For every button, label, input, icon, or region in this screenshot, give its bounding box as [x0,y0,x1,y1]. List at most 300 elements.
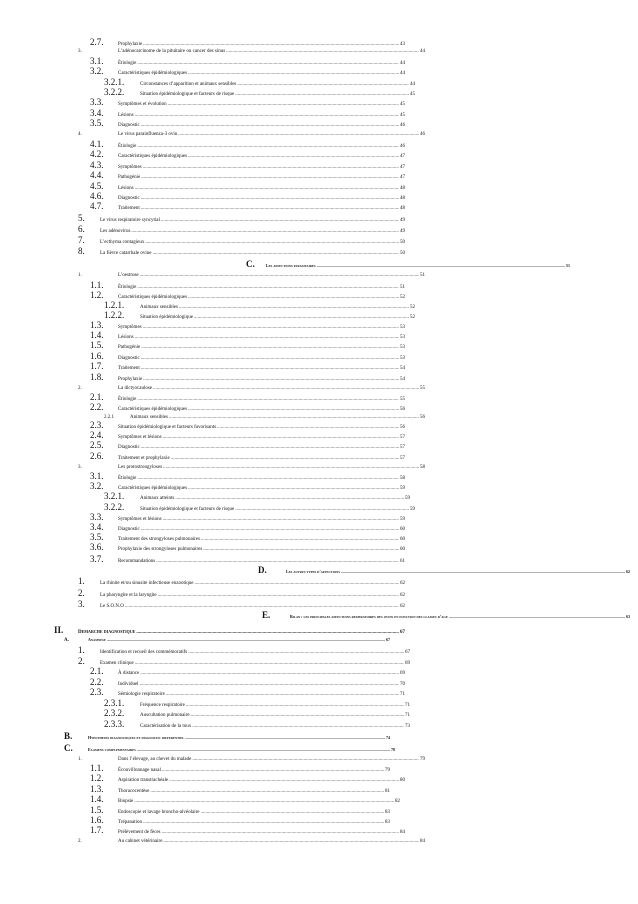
toc-entry[interactable] [78,246,405,256]
toc-entry-number: 1. [78,757,82,762]
dot-leader [175,496,404,501]
toc-entry-page: 71 [405,713,410,718]
toc-entry-page: 81 [385,789,390,794]
toc-entry-number: 4.3. [90,160,104,170]
toc-entry[interactable] [90,554,405,564]
toc-entry-number: 1.5. [90,340,104,350]
toc-entry-title: Situation épidémiologique et facteurs de risque [140,92,235,97]
toc-entry[interactable] [90,320,405,330]
toc-entry-title: Fréquence respiratoire [140,703,185,708]
toc-entry-title: Traitement [118,206,140,211]
toc-entry[interactable] [90,532,405,542]
toc-entry-title: Écouvillonnage nasal [118,768,161,773]
toc-entry[interactable] [90,481,405,491]
toc-entry-title: Trépanation [118,820,142,825]
toc-entry-number: 3.2. [90,481,104,491]
dot-leader [145,240,399,245]
toc-entry[interactable] [90,815,390,825]
toc-entry[interactable] [90,351,405,361]
toc-entry[interactable] [78,386,425,391]
toc-entry-title: La pharyngite et la laryngite [100,593,157,598]
toc-entry-title: Situation épidémiologique [140,315,193,320]
dot-leader [141,123,399,128]
toc-entry[interactable] [78,576,405,586]
toc-entry[interactable] [90,181,405,191]
toc-entry[interactable] [104,502,415,512]
toc-entry-title: Étiologie [118,285,137,290]
toc-entry-number: 1.2. [90,290,104,300]
toc-entry-page: 58 [420,465,425,470]
toc-entry-number: 3.3. [90,97,104,107]
toc-entry-page: 60 [400,547,405,552]
toc-entry-page: 47 [400,165,405,170]
toc-entry-page: 44 [420,49,425,54]
toc-entry-title: Symptômes et lésions [118,517,162,522]
toc-entry-page: 47 [400,154,405,159]
toc-entry-page: 43 [400,42,405,47]
dot-leader [153,386,419,391]
toc-entry-number: 3. [78,599,85,609]
toc-entry[interactable] [90,160,405,170]
dot-leader [136,630,399,635]
toc-entry-page: 46 [400,144,405,149]
toc-entry[interactable] [90,522,405,532]
toc-entry-number: 1.8. [90,372,104,382]
toc-entry-page: 84 [420,839,425,844]
toc-entry-title: Étiologie [118,397,137,402]
dot-leader [188,154,399,159]
toc-entry-page: 52 [400,295,405,300]
toc-entry-page: 58 [400,476,405,481]
toc-entry[interactable] [90,773,405,783]
toc-entry-title: Les autres types d’affections [286,569,341,574]
toc-entry-number: 3.4. [90,108,104,118]
dot-leader [192,757,419,762]
toc-entry-number: 5. [78,213,85,223]
toc-entry-number: 1.2.2. [104,310,125,320]
toc-entry-title: Animaux sensibles [130,415,168,420]
toc-entry-number: 2.7. [90,37,104,47]
toc-entry-page: 51 [566,263,570,268]
dot-leader [449,614,625,619]
toc-entry[interactable] [90,512,405,522]
toc-entry-page: 60 [400,527,405,532]
toc-entry-page: 59 [410,507,415,512]
toc-entry[interactable] [104,77,415,87]
toc-entry-title: Prophylaxie [118,377,143,382]
toc-entry[interactable] [78,273,425,278]
toc-entry[interactable] [90,372,405,382]
toc-entry[interactable] [90,56,405,66]
toc-entry-number: 1.4. [90,794,104,804]
toc-entry-page: 74 [386,735,390,740]
toc-entry[interactable] [90,97,405,107]
toc-entry[interactable] [64,743,395,753]
toc-entry[interactable] [64,731,390,741]
toc-entry-number: 1.4. [90,330,104,340]
toc-entry[interactable] [90,290,405,300]
toc-entry-number: C. [246,259,255,269]
toc-entry-title: Symptômes et évolution [118,102,167,107]
toc-entry[interactable] [90,108,405,118]
toc-entry-title: À distance [118,671,140,676]
toc-entry-page: 67 [405,650,410,655]
toc-entry-title: Caractéristiques épidémiologiques [118,407,188,412]
toc-entry-page: 44 [400,71,405,76]
toc-entry-title: Symptômes et lésions [118,435,162,440]
toc-entry-number: 1. [78,273,82,278]
toc-entry-page: 48 [400,206,405,211]
toc-entry[interactable] [104,491,410,501]
toc-entry-title: Étiologie [118,61,137,66]
toc-entry[interactable] [90,280,405,290]
toc-entry-page: 62 [400,581,405,586]
toc-entry-page: 79 [385,768,390,773]
toc-entry-title: Examen clinique [100,661,134,666]
toc-entry-number: B. [64,731,73,741]
toc-entry-page: 78 [391,747,395,752]
toc-entry-page: 48 [400,186,405,191]
dot-leader [137,747,390,752]
toc-entry-title: Symptômes [118,325,142,330]
toc-entry-title: Prophylaxie [118,42,143,47]
toc-entry-page: 53 [400,325,405,330]
dot-leader [153,251,400,256]
toc-entry[interactable] [90,170,405,180]
toc-entry[interactable] [90,139,405,149]
dot-leader [185,735,385,740]
toc-entry-title: Le virus respiratoire syncytial [100,218,160,223]
toc-entry-page: 52 [410,305,415,310]
toc-entry-number: 1.7. [90,825,104,835]
dot-leader [169,778,399,783]
dot-leader [191,713,404,718]
toc-entry-number: 1.7. [90,361,104,371]
toc-entry-page: 57 [400,456,405,461]
toc-entry-page: 49 [400,218,405,223]
toc-entry-page: 45 [400,113,405,118]
toc-entry-number: 1. [78,576,85,586]
toc-entry-number: 2.1. [90,666,104,676]
toc-entry[interactable] [90,330,405,340]
toc-entry[interactable] [104,300,415,310]
toc-entry-page: 45 [410,92,415,97]
toc-entry-number: 1.3. [90,320,104,330]
toc-entry-title: Pathogénie [118,175,141,180]
toc-entry[interactable] [90,763,390,773]
toc-entry-title: Hypotheses diagnostiques et diagnostic differentiel [88,735,185,740]
toc-entry[interactable] [104,719,410,729]
toc-entry-number: 3. [78,49,82,54]
dot-leader [192,724,404,729]
toc-entry-title: Traitement et prophylaxie [118,456,170,461]
toc-entry-page: 82 [395,799,400,804]
toc-entry-title: Identification et recueil des commémoratifs [100,650,188,655]
toc-entry[interactable] [78,839,425,844]
toc-entry-title: Diagnostic [118,527,140,532]
toc-entry-number: 1. [78,645,85,655]
toc-entry-title: Endoscopie et lavage broncho-alvéolaire [118,810,200,815]
toc-entry-title: Caractérisation de la toux [140,724,192,729]
toc-entry-title: Étiologie [118,476,137,481]
toc-entry[interactable] [90,66,405,76]
toc-entry-number: II. [54,625,64,635]
toc-entry-number: 6. [78,224,85,234]
toc-entry-number: 2. [78,588,85,598]
toc-entry[interactable] [90,402,405,412]
toc-entry[interactable] [246,259,570,269]
dot-leader [141,445,399,450]
toc-entry-number: 1.5. [90,805,104,815]
toc-entry-title: Thoracocentèse [118,789,150,794]
toc-entry-number: 4.1. [90,139,104,149]
toc-entry-title: Animaux sensibles [140,305,178,310]
toc-entry-number: 2.3.2. [104,708,125,718]
toc-entry[interactable] [104,708,410,718]
toc-entry-number: 3.1. [90,56,104,66]
toc-entry-number: 3.2.2. [104,87,125,97]
toc-entry[interactable] [64,637,390,643]
toc-entry-number: 3.4. [90,522,104,532]
toc-entry[interactable] [104,310,415,320]
toc-entry-title: Au cabinet vétérinaire [118,839,163,844]
toc-entry-title: Le virus parainfluenza-3 ovin [118,132,178,137]
toc-entry[interactable] [78,235,405,245]
toc-entry[interactable] [78,599,405,609]
toc-entry-page: 83 [385,810,390,815]
toc-entry-page: 50 [400,251,405,256]
toc-entry[interactable] [90,420,405,430]
toc-entry-title: L’ecthyma contagieux [100,240,145,245]
toc-entry-number: 3.3. [90,512,104,522]
toc-entry[interactable] [90,191,405,201]
toc-entry-page: 84 [400,830,405,835]
toc-entry-page: 71 [400,692,405,697]
toc-entry[interactable] [90,471,405,481]
toc-entry-number: 3.6. [90,542,104,552]
toc-entry-page: 47 [400,175,405,180]
toc-entry[interactable] [90,794,400,804]
toc-entry-page: 50 [400,240,405,245]
toc-entry[interactable] [90,392,405,402]
toc-entry[interactable] [90,149,405,159]
toc-entry-number: 2.2.1 [104,415,114,420]
toc-entry-number: 1.2.1. [104,300,125,310]
toc-entry-number: 4.5. [90,181,104,191]
toc-entry-page: 79 [420,757,425,762]
toc-entry-title: Biopsie [118,799,134,804]
toc-entry[interactable] [104,87,415,97]
toc-entry[interactable] [90,440,405,450]
toc-entry-page: 51 [400,285,405,290]
dot-leader [161,218,399,223]
toc-entry-title: Bilan : les principales affections respiratoires des ovins en fonction des classes d’age [290,614,448,619]
toc-entry-page: 57 [400,445,405,450]
dot-leader [163,465,419,470]
toc-entry-page: 46 [420,132,425,137]
toc-entry[interactable] [90,451,405,461]
toc-entry-title: Lésions [118,186,134,191]
dot-leader [168,102,399,107]
toc-entry-number: 3.5. [90,532,104,542]
toc-entry-title: Lésions [118,113,134,118]
toc-entry[interactable] [78,757,425,762]
toc-entry-number: 1.2. [90,773,104,783]
toc-entry[interactable] [78,132,425,137]
toc-entry[interactable] [262,610,630,620]
toc-entry-title: Examens complementaires [88,747,136,752]
toc-entry-page: 56 [400,407,405,412]
toc-entry-page: 54 [400,377,405,382]
toc-entry[interactable] [90,361,405,371]
toc-entry-page: 45 [400,102,405,107]
toc-entry-page: 55 [420,386,425,391]
toc-entry-page: 59 [400,517,405,522]
toc-entry[interactable] [90,201,405,211]
toc-entry[interactable] [90,784,390,794]
toc-entry-title: Individuel [118,682,139,687]
toc-entry[interactable] [90,37,405,47]
toc-entry[interactable] [90,340,405,350]
dot-leader [141,206,399,211]
toc-entry-page: 53 [400,335,405,340]
toc-entry-title: Auscultation pulmonaire [140,713,190,718]
toc-entry-title: La fièvre catarrhale ovine [100,251,152,256]
toc-entry-title: Les adénovirus [100,229,131,234]
toc-entry-page: 55 [400,397,405,402]
toc-entry-number: 1.1. [90,280,104,290]
toc-entry-title: Demarche diagnostique [78,630,136,635]
toc-entry-number: 2.3.1. [104,698,125,708]
dot-leader [188,650,404,655]
toc-entry[interactable] [258,565,630,575]
toc-entry-title: L’adénocarcinome de la pituitaire ou cancer des sinus [118,49,226,54]
toc-entry-number: E. [262,610,271,620]
toc-entry[interactable] [78,49,425,54]
toc-entry-page: 60 [400,537,405,542]
toc-entry[interactable] [104,698,410,708]
dot-leader [158,593,399,598]
dot-leader [161,830,399,835]
toc-entry-number: 2.3. [90,420,104,430]
toc-entry-title: Les protostrongyloses [118,465,163,470]
toc-entry-title: Prélèvement de fèces [118,830,161,835]
toc-entry-page: 59 [405,496,410,501]
toc-entry-page: 44 [400,61,405,66]
toc-entry[interactable] [90,805,390,815]
toc-entry-page: 53 [400,345,405,350]
toc-entry-page: 56 [420,415,425,420]
toc-entry-page: 46 [400,123,405,128]
toc-entry[interactable] [78,465,425,470]
toc-entry-number: 4.4. [90,170,104,180]
toc-entry-title: Caractéristiques épidémiologiques [118,71,188,76]
toc-entry-number: 2.2. [90,677,104,687]
toc-entry-page: 62 [626,569,630,574]
toc-entry-page: 70 [400,682,405,687]
dot-leader [140,273,419,278]
dot-leader [141,366,399,371]
toc-entry[interactable] [90,825,405,835]
toc-entry[interactable] [90,118,405,128]
toc-entry[interactable] [78,656,410,666]
toc-entry-number: 3.1. [90,471,104,481]
toc-entry-page: 48 [400,196,405,201]
toc-entry-page: 71 [405,703,410,708]
toc-entry[interactable] [78,588,405,598]
toc-entry-title: Dans l’élevage, au chevet du malade [118,757,192,762]
toc-entry[interactable] [78,213,405,223]
toc-entry[interactable] [78,645,410,655]
toc-entry-title: Étiologie [118,144,137,149]
toc-entry-title: Caractéristiques épidémiologiques [118,486,188,491]
toc-entry-number: 2.6. [90,451,104,461]
toc-entry-number: 2.3. [90,687,104,697]
toc-entry[interactable] [90,430,405,440]
toc-entry-title: Circonstances d’apparition et animaux sensibles [140,82,237,87]
toc-entry-title: Diagnostic [118,123,140,128]
toc-entry-number: 2. [78,839,82,844]
toc-entry-title: Traitement des strongyloses pulmonaires [118,537,200,542]
toc-entry-page: 54 [400,366,405,371]
dot-leader [317,263,565,268]
dot-leader [166,692,399,697]
toc-entry-title: Diagnostic [118,356,140,361]
toc-entry-number: 3. [78,465,82,470]
toc-entry-title: Aspiration transtrachéale [118,778,169,783]
toc-entry-number: 4.7. [90,201,104,211]
toc-entry-number: 2.4. [90,430,104,440]
toc-entry-page: 62 [400,604,405,609]
toc-entry-page: 62 [400,593,405,598]
toc-entry-number: 1.3. [90,784,104,794]
toc-entry-number: C. [64,743,73,753]
toc-entry-title: Symptômes [118,165,142,170]
toc-entry-number: 4. [78,132,82,137]
dot-leader [188,71,399,76]
toc-entry-page: 63 [626,614,630,619]
toc-entry-page: 73 [405,724,410,729]
toc-entry-number: 3.2.1. [104,77,125,87]
toc-entry[interactable] [54,625,405,635]
dot-leader [143,377,399,382]
toc-entry-title: Les affections parasitaires [266,263,316,268]
toc-entry[interactable] [90,687,405,697]
toc-entry-title: Recommandations [118,559,156,564]
dot-leader [226,49,419,54]
toc-entry[interactable] [90,677,405,687]
toc-entry-number: 2.3.3. [104,719,125,729]
toc-entry-title: Pathogénie [118,345,141,350]
toc-entry-page: 67 [386,637,390,642]
toc-entry[interactable] [78,224,405,234]
toc-entry-number: 4.6. [90,191,104,201]
toc-entry-number: D. [258,565,267,575]
toc-entry-number: 3.5. [90,118,104,128]
toc-entry-title: Caractéristiques épidémiologiques [118,295,188,300]
toc-entry-title: L’oestrose [118,273,139,278]
toc-entry-title: Diagnostic [118,445,140,450]
toc-entry-number: 2.1. [90,392,104,402]
toc-entry-title: Prophylaxie des strongyloses pulmonaires [118,547,203,552]
toc-entry-title: Le S.O.N.O [100,604,124,609]
dot-leader [178,132,419,137]
toc-entry-title: Sémiologie respiratoire [118,692,165,697]
toc-entry-page: 69 [400,671,405,676]
toc-entry[interactable] [90,666,405,676]
toc-entry[interactable] [90,542,405,552]
dot-leader [341,569,625,574]
